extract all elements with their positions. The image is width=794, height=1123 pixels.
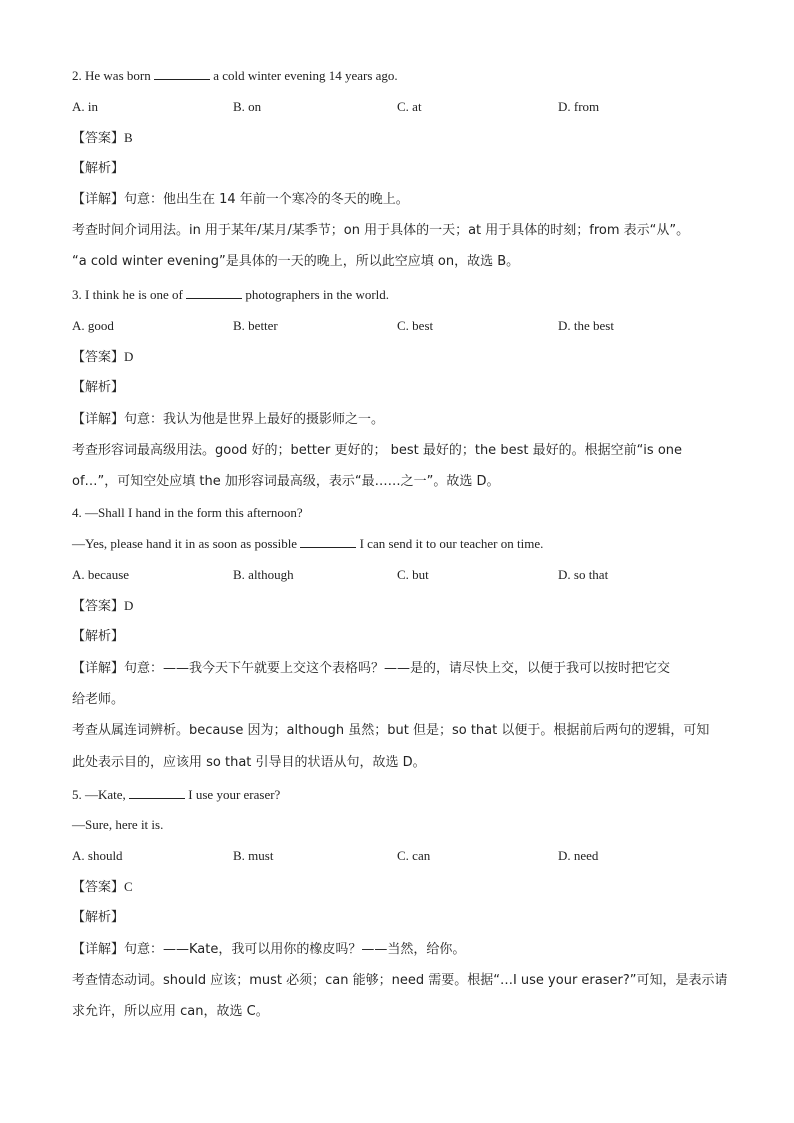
question-5-detail-line: 求允许，所以应用 can，故选 C。: [72, 1004, 269, 1019]
question-2-analysis-label: 【解析】: [72, 161, 125, 176]
answer-value: C: [124, 879, 133, 894]
question-3-option-b: B. better: [233, 318, 278, 333]
stem-text: 5. —Kate,: [72, 787, 130, 802]
question-3-option-d: D. the best: [558, 318, 614, 333]
question-4-option-c: C. but: [397, 567, 429, 582]
stem-text: —Yes, please hand it in as soon as possible: [72, 536, 301, 551]
question-4-stem: 4. —Shall I hand in the form this afternoon?: [72, 505, 303, 520]
question-5-option-a: A. should: [72, 848, 123, 863]
answer-blank: [129, 786, 185, 799]
answer-label: 【答案】: [72, 880, 125, 895]
question-2-detail-line: 【详解】句意：他出生在 14 年前一个寒冷的冬天的晚上。: [72, 192, 409, 207]
stem-text: 3. I think he is one of: [72, 287, 187, 302]
stem-text: photographers in the world.: [242, 287, 390, 302]
question-2-option-c: C. at: [397, 99, 422, 114]
question-4-option-b: B. although: [233, 567, 294, 582]
question-2-stem: [72, 67, 718, 85]
question-3-option-c: C. best: [397, 318, 434, 333]
question-4-stem-reply: [72, 535, 718, 553]
question-3-option-a: A. good: [72, 318, 114, 333]
question-5-option-c: C. can: [397, 848, 431, 863]
question-5-analysis-label: 【解析】: [72, 910, 125, 925]
question-4-detail-line: 此处表示目的，应该用 so that 引导目的状语从句，故选 D。: [72, 755, 426, 770]
question-5-detail-line: 考查情态动词。should 应该；must 必须；can 能够；need 需要。根据“…I use your eraser?”可知，是表示请: [72, 973, 728, 988]
question-4-detail-line: 【详解】句意：——我今天下午就要上交这个表格吗？——是的，请尽快上交，以便于我可以按时把它交: [72, 661, 671, 676]
question-5-answer: [72, 878, 718, 897]
question-4-analysis-label: 【解析】: [72, 629, 125, 644]
question-3-detail-line: 【详解】句意：我认为他是世界上最好的摄影师之一。: [72, 412, 385, 427]
question-4-option-d: D. so that: [558, 567, 609, 582]
question-4-answer: [72, 597, 718, 616]
stem-text: a cold winter evening 14 years ago.: [209, 68, 398, 83]
answer-blank: [186, 286, 242, 299]
question-2-option-a: A. in: [72, 99, 98, 114]
question-3-analysis-label: 【解析】: [72, 380, 125, 395]
question-5-option-b: B. must: [233, 848, 274, 863]
question-2-option-d: D. from: [558, 99, 600, 114]
question-4-detail-line: 考查从属连词辨析。because 因为；although 虽然；but 但是；so that 以便于。根据前后两句的逻辑，可知: [72, 723, 710, 738]
question-2-detail-line: 考查时间介词用法。in 用于某年/某月/某季节；on 用于具体的一天；at 用于具体的时刻；from 表示“从”。: [72, 223, 690, 238]
question-5-option-d: D. need: [558, 848, 599, 863]
question-5-stem-reply: —Sure, here it is.: [72, 817, 164, 832]
question-3-answer: [72, 348, 718, 367]
answer-value: D: [124, 598, 134, 613]
stem-text: 2. He was born: [72, 68, 154, 83]
answer-label: 【答案】: [72, 599, 125, 614]
question-2-answer: [72, 129, 718, 148]
answer-value: D: [124, 349, 134, 364]
question-2-option-b: B. on: [233, 99, 262, 114]
question-3-stem: [72, 286, 718, 304]
question-4-option-a: A. because: [72, 567, 130, 582]
question-2-detail-line: “a cold winter evening”是具体的一天的晚上，所以此空应填 on，故选 B。: [72, 254, 520, 269]
question-5-detail-line: 【详解】句意：——Kate，我可以用你的橡皮吗？——当然，给你。: [72, 942, 466, 957]
question-3-detail-line: of…”，可知空处应填 the 加形容词最高级，表示“最……之一”。故选 D。: [72, 474, 500, 489]
answer-label: 【答案】: [72, 350, 125, 365]
answer-blank: [154, 67, 210, 80]
question-4-detail-line: 给老师。: [72, 692, 125, 707]
answer-blank: [300, 535, 356, 548]
stem-text: I use your eraser?: [185, 787, 281, 802]
question-3-detail-line: 考查形容词最高级用法。good 好的；better 更好的； best 最好的；the best 最好的。根据空前“is one: [72, 443, 683, 458]
stem-text: I can send it to our teacher on time.: [356, 536, 544, 551]
answer-value: B: [124, 130, 133, 145]
question-5-stem: [72, 786, 718, 804]
answer-label: 【答案】: [72, 131, 125, 146]
